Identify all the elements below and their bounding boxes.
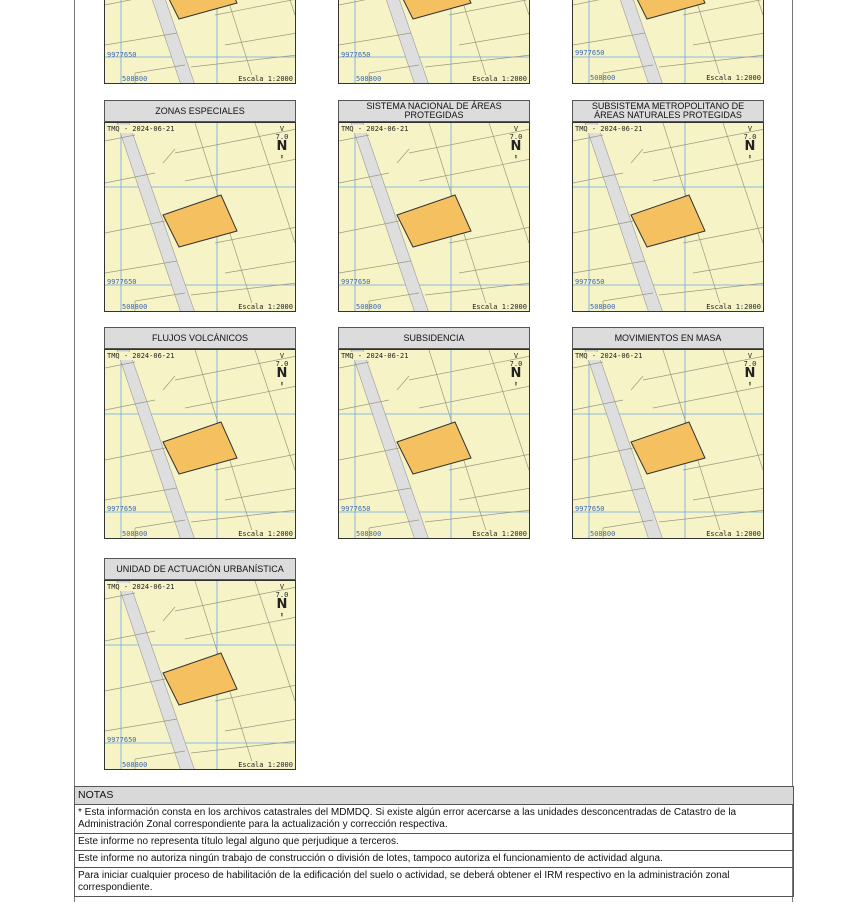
scale-label: Escala 1:2000 xyxy=(706,303,761,311)
easting-label: 508800 xyxy=(590,530,616,538)
northing-label: 9977650 xyxy=(575,505,605,513)
note-item: Este informe no representa título legal alguno que perjudique a terceros. xyxy=(74,834,794,851)
map-card-unidad-actuacion xyxy=(104,558,296,770)
scale-label: Escala 1:2000 xyxy=(472,530,527,538)
map-view xyxy=(338,349,530,539)
note-item: Este informe no autoriza ningún trabajo de construcción o división de lotes, tampoco autoriza el funcionamiento de actividad alguna. xyxy=(74,851,794,868)
map-title: FLUJOS VOLCÁNICOS xyxy=(104,327,296,349)
north-arrow: V 7.0 N ⬆ xyxy=(743,352,757,388)
map-date-label: TMQ - 2024-06-21 xyxy=(575,352,643,360)
map-card-flujos-volcanicos xyxy=(104,327,296,539)
map-card-top-3 xyxy=(572,0,764,84)
northing-label: 9977650 xyxy=(575,49,605,57)
notes-section xyxy=(74,786,794,897)
map-date-label: TMQ - 2024-06-21 xyxy=(341,125,409,133)
north-arrow: V 7.0 N ⬆ xyxy=(275,583,289,619)
scale-label: Escala 1:2000 xyxy=(472,75,527,83)
map-view xyxy=(104,122,296,312)
north-arrow: V 7.0 N ⬆ xyxy=(509,352,523,388)
north-arrow: V 7.0 N ⬆ xyxy=(509,125,523,161)
easting-label: 508800 xyxy=(590,303,616,311)
map-date-label: TMQ - 2024-06-21 xyxy=(107,352,175,360)
map-view xyxy=(338,122,530,312)
map-title: SUBSISTEMA METROPOLITANO DE ÁREAS NATURALES PROTEGIDAS xyxy=(572,100,764,122)
northing-label: 9977650 xyxy=(341,278,371,286)
easting-label: 508800 xyxy=(122,75,148,83)
map-title: SISTEMA NACIONAL DE ÁREAS PROTEGIDAS xyxy=(338,100,530,122)
map-title: ZONAS ESPECIALES xyxy=(104,100,296,122)
north-arrow: V 7.0 N ⬆ xyxy=(275,125,289,161)
note-item: * Esta información consta en los archivos catastrales del MDMDQ. Si existe algún error acercarse a las unidades desconcentradas de Catastro de la Administración Zonal correspondiente para la actualización y corrección respectiva. xyxy=(74,805,794,834)
easting-label: 508800 xyxy=(122,530,148,538)
easting-label: 508800 xyxy=(122,303,148,311)
map-view xyxy=(338,0,530,84)
scale-label: Escala 1:2000 xyxy=(238,303,293,311)
northing-label: 9977650 xyxy=(107,278,137,286)
northing-label: 9977650 xyxy=(107,51,137,59)
map-date-label: TMQ - 2024-06-21 xyxy=(575,125,643,133)
map-view xyxy=(572,349,764,539)
north-arrow: V 7.0 N ⬆ xyxy=(743,125,757,161)
north-arrow: V 7.0 N ⬆ xyxy=(275,352,289,388)
northing-label: 9977650 xyxy=(107,736,137,744)
easting-label: 508800 xyxy=(122,761,148,769)
northing-label: 9977650 xyxy=(341,505,371,513)
map-date-label: TMQ - 2024-06-21 xyxy=(107,583,175,591)
scale-label: Escala 1:2000 xyxy=(238,75,293,83)
map-card-top-2 xyxy=(338,0,530,84)
northing-label: 9977650 xyxy=(575,278,605,286)
map-card-movimientos-en-masa xyxy=(572,327,764,539)
map-date-label: TMQ - 2024-06-21 xyxy=(341,352,409,360)
easting-label: 508800 xyxy=(590,74,616,82)
note-item: Para iniciar cualquier proceso de habilitación de la edificación del suelo o actividad, se deberá obtener el IRM respectivo en la administración zonal correspondiente. xyxy=(74,868,794,897)
map-view xyxy=(104,0,296,84)
map-card-subsidencia xyxy=(338,327,530,539)
map-view xyxy=(104,349,296,539)
scale-label: Escala 1:2000 xyxy=(706,530,761,538)
map-title: MOVIMIENTOS EN MASA xyxy=(572,327,764,349)
map-view xyxy=(572,0,764,84)
map-card-top-1 xyxy=(104,0,296,84)
scale-label: Escala 1:2000 xyxy=(706,74,761,82)
northing-label: 9977650 xyxy=(341,51,371,59)
scale-label: Escala 1:2000 xyxy=(238,761,293,769)
northing-label: 9977650 xyxy=(107,505,137,513)
scale-label: Escala 1:2000 xyxy=(472,303,527,311)
map-date-label: TMQ - 2024-06-21 xyxy=(107,125,175,133)
map-title: UNIDAD DE ACTUACIÓN URBANÍSTICA xyxy=(104,558,296,580)
map-view xyxy=(572,122,764,312)
map-view xyxy=(104,580,296,770)
map-card-snap xyxy=(338,100,530,312)
notes-heading: NOTAS xyxy=(74,786,794,805)
map-card-smanp xyxy=(572,100,764,312)
map-title: SUBSIDENCIA xyxy=(338,327,530,349)
easting-label: 508800 xyxy=(356,530,382,538)
scale-label: Escala 1:2000 xyxy=(238,530,293,538)
easting-label: 508800 xyxy=(356,303,382,311)
map-card-zonas-especiales xyxy=(104,100,296,312)
easting-label: 508800 xyxy=(356,75,382,83)
